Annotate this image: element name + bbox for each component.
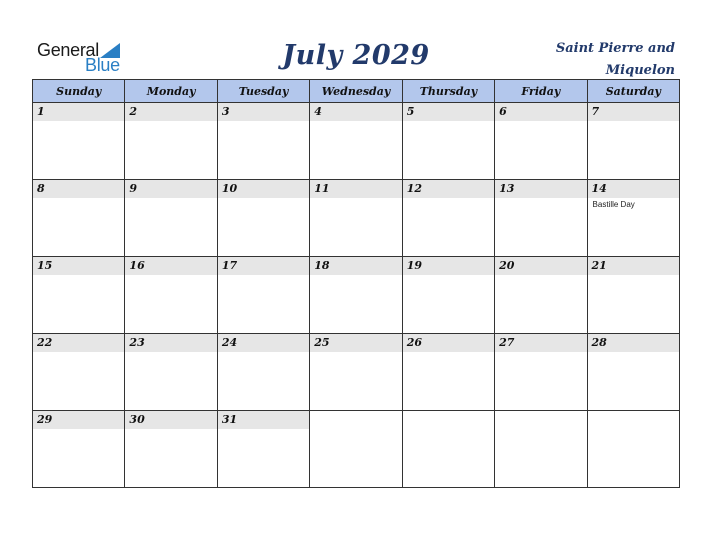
weekday-header-row — [33, 80, 680, 103]
calendar-body — [33, 103, 680, 488]
day-number: 13 — [495, 180, 586, 198]
day-cell — [310, 180, 402, 257]
day-number: 11 — [310, 180, 401, 198]
day-cell — [33, 103, 125, 180]
day-cell — [33, 334, 125, 411]
day-number: 16 — [125, 257, 216, 275]
day-number: 6 — [495, 103, 586, 121]
day-cell — [587, 103, 679, 180]
calendar-grid — [32, 79, 680, 488]
week-row — [33, 180, 680, 257]
day-cell — [33, 257, 125, 334]
day-number: 17 — [218, 257, 309, 275]
logo-text-blue: Blue — [85, 55, 120, 75]
empty-day-cell — [310, 411, 402, 488]
day-number: 25 — [310, 334, 401, 352]
day-number: 9 — [125, 180, 216, 198]
day-cell — [125, 180, 217, 257]
day-number: 15 — [33, 257, 124, 275]
day-number: 23 — [125, 334, 216, 352]
logo-text-general: General — [37, 40, 99, 60]
week-row — [33, 411, 680, 488]
day-number: 14 — [588, 180, 679, 198]
day-number: 30 — [125, 411, 216, 429]
week-row — [33, 334, 680, 411]
day-cell — [495, 334, 587, 411]
day-cell — [310, 334, 402, 411]
day-cell — [587, 180, 679, 257]
month-title: July 2029 — [282, 40, 430, 71]
empty-day-cell — [495, 411, 587, 488]
day-number: 12 — [403, 180, 494, 198]
weekday-friday: Friday — [495, 80, 587, 103]
empty-day-cell — [587, 411, 679, 488]
day-cell — [495, 257, 587, 334]
weekday-wednesday: Wednesday — [310, 80, 402, 103]
week-row — [33, 257, 680, 334]
day-cell — [33, 180, 125, 257]
day-cell — [587, 257, 679, 334]
weekday-sunday: Sunday — [33, 80, 125, 103]
day-cell — [217, 103, 309, 180]
weekday-thursday: Thursday — [402, 80, 494, 103]
day-cell — [125, 411, 217, 488]
day-cell — [402, 334, 494, 411]
day-cell — [125, 103, 217, 180]
day-cell — [217, 180, 309, 257]
day-number: 26 — [403, 334, 494, 352]
day-number: 3 — [218, 103, 309, 121]
holiday-label: Bastille Day — [592, 200, 635, 209]
week-row — [33, 103, 680, 180]
day-number: 10 — [218, 180, 309, 198]
empty-day-cell — [402, 411, 494, 488]
weekday-saturday: Saturday — [587, 80, 679, 103]
day-number: 18 — [310, 257, 401, 275]
day-number: 4 — [310, 103, 401, 121]
day-cell — [217, 334, 309, 411]
day-cell — [310, 257, 402, 334]
day-cell — [495, 180, 587, 257]
day-cell — [495, 103, 587, 180]
day-cell — [33, 411, 125, 488]
day-cell — [402, 103, 494, 180]
day-number: 19 — [403, 257, 494, 275]
weekday-tuesday: Tuesday — [217, 80, 309, 103]
day-cell — [587, 334, 679, 411]
day-cell — [125, 257, 217, 334]
day-cell — [402, 257, 494, 334]
day-number: 8 — [33, 180, 124, 198]
day-number: 27 — [495, 334, 586, 352]
weekday-monday: Monday — [125, 80, 217, 103]
day-number: 5 — [403, 103, 494, 121]
day-cell — [402, 180, 494, 257]
day-number: 31 — [218, 411, 309, 429]
day-number: 1 — [33, 103, 124, 121]
day-number: 2 — [125, 103, 216, 121]
day-number: 22 — [33, 334, 124, 352]
day-number: 20 — [495, 257, 586, 275]
region-name: Saint Pierre and Miquelon — [555, 41, 675, 78]
day-number: 24 — [218, 334, 309, 352]
day-number: 29 — [33, 411, 124, 429]
day-number: 7 — [588, 103, 679, 121]
day-cell — [217, 257, 309, 334]
day-cell — [217, 411, 309, 488]
day-cell — [125, 334, 217, 411]
day-cell — [310, 103, 402, 180]
day-number: 21 — [588, 257, 679, 275]
day-number: 28 — [588, 334, 679, 352]
